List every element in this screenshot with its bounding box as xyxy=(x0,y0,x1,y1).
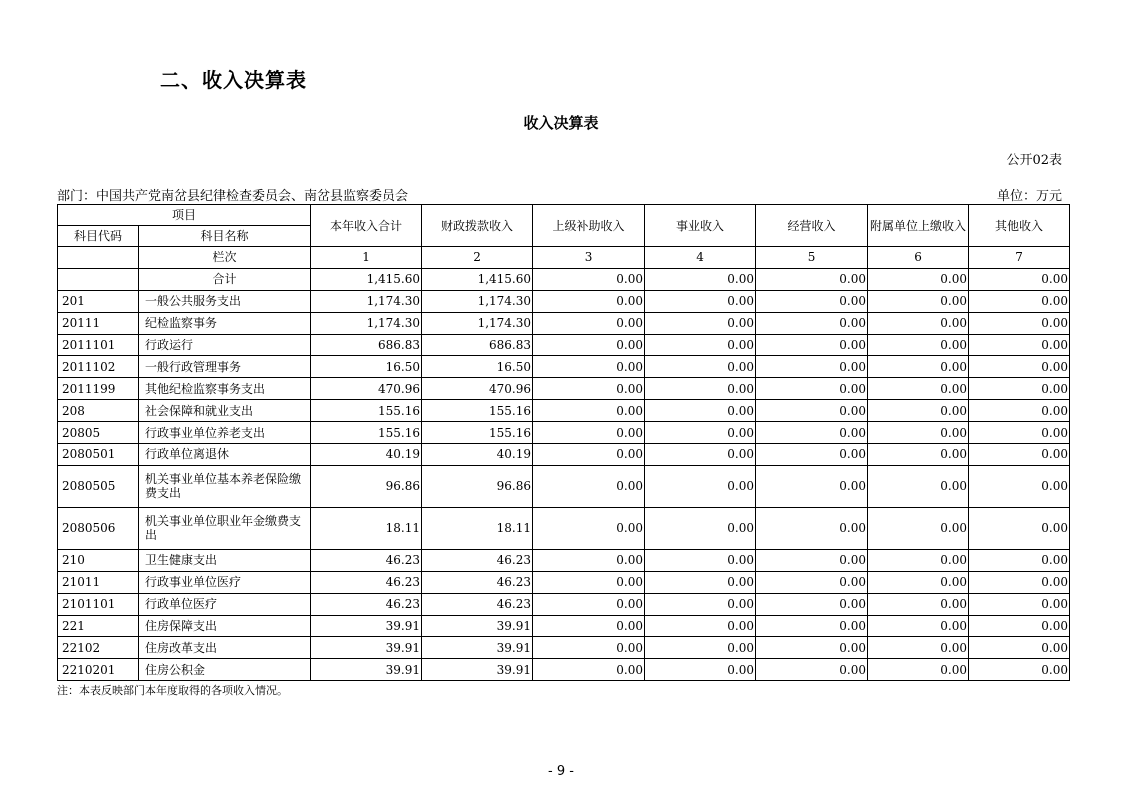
value-cell: 0.00 xyxy=(756,571,868,593)
value-cell: 39.91 xyxy=(311,615,422,637)
value-cell: 0.00 xyxy=(533,334,645,356)
table-row xyxy=(58,400,1070,422)
total-value: 0.00 xyxy=(868,268,969,290)
value-cell: 46.23 xyxy=(422,593,533,615)
subject-code-cell: 2011101 xyxy=(58,334,139,356)
value-cell: 0.00 xyxy=(645,549,756,571)
value-cell: 0.00 xyxy=(868,422,969,444)
value-cell: 155.16 xyxy=(311,400,422,422)
value-cell: 0.00 xyxy=(868,571,969,593)
value-cell: 0.00 xyxy=(645,593,756,615)
value-cell: 96.86 xyxy=(311,465,422,507)
value-cell: 39.91 xyxy=(422,637,533,659)
subject-code-cell: 210 xyxy=(58,549,139,571)
column-number: 7 xyxy=(969,247,1070,269)
total-value: 1,415.60 xyxy=(311,268,422,290)
table-row xyxy=(58,444,1070,466)
column-number: 1 xyxy=(311,247,422,269)
table-row xyxy=(58,334,1070,356)
table-row xyxy=(58,549,1070,571)
value-cell: 0.00 xyxy=(969,422,1070,444)
value-cell: 0.00 xyxy=(868,400,969,422)
value-cell: 0.00 xyxy=(868,507,969,549)
value-cell: 0.00 xyxy=(756,290,868,312)
section-title: 二、收入决算表 xyxy=(160,68,307,92)
value-cell: 0.00 xyxy=(533,571,645,593)
subject-code-cell: 221 xyxy=(58,615,139,637)
value-cell: 0.00 xyxy=(756,507,868,549)
header-col-5: 经营收入 xyxy=(756,205,868,247)
value-cell: 0.00 xyxy=(756,400,868,422)
value-cell: 46.23 xyxy=(311,571,422,593)
table-row xyxy=(58,290,1070,312)
value-cell: 0.00 xyxy=(645,615,756,637)
value-cell: 0.00 xyxy=(969,571,1070,593)
subject-name-cell: 行政运行 xyxy=(139,334,311,356)
subject-name-cell: 社会保障和就业支出 xyxy=(139,400,311,422)
total-value: 0.00 xyxy=(756,268,868,290)
value-cell: 0.00 xyxy=(756,356,868,378)
value-cell: 0.00 xyxy=(533,400,645,422)
header-col-6: 附属单位上缴收入 xyxy=(868,205,969,247)
header-col-7: 其他收入 xyxy=(969,205,1070,247)
value-cell: 0.00 xyxy=(969,356,1070,378)
value-cell: 0.00 xyxy=(533,549,645,571)
header-col-4: 事业收入 xyxy=(645,205,756,247)
value-cell: 0.00 xyxy=(868,334,969,356)
form-code: 公开02表 xyxy=(1006,153,1062,168)
value-cell: 0.00 xyxy=(533,312,645,334)
value-cell: 0.00 xyxy=(645,659,756,681)
subject-code-cell: 20805 xyxy=(58,422,139,444)
footnote: 注：本表反映部门本年度取得的各项收入情况。 xyxy=(57,684,288,697)
value-cell: 0.00 xyxy=(645,334,756,356)
income-table xyxy=(57,204,1070,681)
value-cell: 155.16 xyxy=(311,422,422,444)
value-cell: 0.00 xyxy=(645,312,756,334)
value-cell: 0.00 xyxy=(645,571,756,593)
value-cell: 0.00 xyxy=(533,593,645,615)
value-cell: 0.00 xyxy=(868,549,969,571)
value-cell: 0.00 xyxy=(645,637,756,659)
value-cell: 39.91 xyxy=(422,615,533,637)
total-row xyxy=(58,268,1070,290)
value-cell: 0.00 xyxy=(969,312,1070,334)
value-cell: 686.83 xyxy=(311,334,422,356)
value-cell: 40.19 xyxy=(422,444,533,466)
value-cell: 0.00 xyxy=(969,378,1070,400)
value-cell: 0.00 xyxy=(645,507,756,549)
value-cell: 0.00 xyxy=(645,356,756,378)
subject-code-cell: 21011 xyxy=(58,571,139,593)
subject-name-cell: 机关事业单位基本养老保险缴费支出 xyxy=(139,465,311,507)
value-cell: 46.23 xyxy=(422,549,533,571)
value-cell: 46.23 xyxy=(311,593,422,615)
value-cell: 0.00 xyxy=(645,422,756,444)
value-cell: 0.00 xyxy=(969,290,1070,312)
table-row xyxy=(58,507,1070,549)
page-number: - 9 - xyxy=(548,764,574,779)
total-label: 合计 xyxy=(139,268,311,290)
value-cell: 155.16 xyxy=(422,400,533,422)
subject-name-cell: 卫生健康支出 xyxy=(139,549,311,571)
column-number: 6 xyxy=(868,247,969,269)
value-cell: 46.23 xyxy=(311,549,422,571)
value-cell: 0.00 xyxy=(868,356,969,378)
value-cell: 0.00 xyxy=(969,507,1070,549)
value-cell: 18.11 xyxy=(311,507,422,549)
subject-name-cell: 住房改革支出 xyxy=(139,637,311,659)
value-cell: 0.00 xyxy=(969,637,1070,659)
value-cell: 0.00 xyxy=(756,465,868,507)
value-cell: 0.00 xyxy=(645,465,756,507)
value-cell: 0.00 xyxy=(645,400,756,422)
value-cell: 0.00 xyxy=(969,400,1070,422)
table-row xyxy=(58,593,1070,615)
table-row xyxy=(58,571,1070,593)
header-subject-code: 科目代码 xyxy=(58,226,139,247)
value-cell: 0.00 xyxy=(756,312,868,334)
subject-name-cell: 行政事业单位养老支出 xyxy=(139,422,311,444)
subject-code-cell: 22102 xyxy=(58,637,139,659)
table-row xyxy=(58,615,1070,637)
table-row xyxy=(58,659,1070,681)
subject-name-cell: 纪检监察事务 xyxy=(139,312,311,334)
total-value: 1,415.60 xyxy=(422,268,533,290)
value-cell: 0.00 xyxy=(756,549,868,571)
value-cell: 155.16 xyxy=(422,422,533,444)
subject-name-cell: 机关事业单位职业年金缴费支出 xyxy=(139,507,311,549)
value-cell: 1,174.30 xyxy=(422,290,533,312)
subject-name-cell: 行政事业单位医疗 xyxy=(139,571,311,593)
value-cell: 0.00 xyxy=(969,444,1070,466)
subject-name-cell: 住房公积金 xyxy=(139,659,311,681)
table-row xyxy=(58,465,1070,507)
value-cell: 0.00 xyxy=(533,356,645,378)
total-value: 0.00 xyxy=(645,268,756,290)
table-row xyxy=(58,378,1070,400)
value-cell: 0.00 xyxy=(868,290,969,312)
value-cell: 0.00 xyxy=(756,444,868,466)
value-cell: 0.00 xyxy=(969,615,1070,637)
total-value: 0.00 xyxy=(533,268,645,290)
value-cell: 1,174.30 xyxy=(311,290,422,312)
value-cell: 0.00 xyxy=(868,659,969,681)
subject-code-cell: 2011102 xyxy=(58,356,139,378)
unit-label: 单位：万元 xyxy=(996,189,1062,204)
value-cell: 0.00 xyxy=(533,290,645,312)
value-cell: 1,174.30 xyxy=(311,312,422,334)
subject-code-cell: 208 xyxy=(58,400,139,422)
value-cell: 0.00 xyxy=(868,615,969,637)
subject-name-cell: 一般行政管理事务 xyxy=(139,356,311,378)
subject-code-cell: 2011199 xyxy=(58,378,139,400)
value-cell: 0.00 xyxy=(533,659,645,681)
table-title: 收入决算表 xyxy=(523,114,599,132)
value-cell: 0.00 xyxy=(868,593,969,615)
value-cell: 0.00 xyxy=(969,334,1070,356)
value-cell: 0.00 xyxy=(868,444,969,466)
value-cell: 16.50 xyxy=(311,356,422,378)
total-code-empty xyxy=(58,268,139,290)
value-cell: 39.91 xyxy=(422,659,533,681)
header-col-1: 本年收入合计 xyxy=(311,205,422,247)
value-cell: 46.23 xyxy=(422,571,533,593)
subject-code-cell: 2101101 xyxy=(58,593,139,615)
column-index-empty xyxy=(58,247,139,269)
column-index-label: 栏次 xyxy=(139,247,311,269)
subject-code-cell: 2080505 xyxy=(58,465,139,507)
value-cell: 686.83 xyxy=(422,334,533,356)
value-cell: 0.00 xyxy=(868,378,969,400)
subject-name-cell: 行政单位医疗 xyxy=(139,593,311,615)
column-number: 5 xyxy=(756,247,868,269)
value-cell: 0.00 xyxy=(969,549,1070,571)
value-cell: 470.96 xyxy=(422,378,533,400)
total-value: 0.00 xyxy=(969,268,1070,290)
table-row xyxy=(58,356,1070,378)
value-cell: 0.00 xyxy=(645,290,756,312)
value-cell: 39.91 xyxy=(311,637,422,659)
value-cell: 0.00 xyxy=(533,444,645,466)
value-cell: 0.00 xyxy=(645,378,756,400)
subject-name-cell: 一般公共服务支出 xyxy=(139,290,311,312)
value-cell: 0.00 xyxy=(533,465,645,507)
table-row xyxy=(58,312,1070,334)
value-cell: 39.91 xyxy=(311,659,422,681)
subject-code-cell: 2080506 xyxy=(58,507,139,549)
value-cell: 16.50 xyxy=(422,356,533,378)
value-cell: 0.00 xyxy=(756,615,868,637)
value-cell: 0.00 xyxy=(756,334,868,356)
column-number: 4 xyxy=(645,247,756,269)
value-cell: 0.00 xyxy=(756,593,868,615)
header-project: 项目 xyxy=(58,205,311,226)
column-number: 3 xyxy=(533,247,645,269)
value-cell: 0.00 xyxy=(756,378,868,400)
value-cell: 470.96 xyxy=(311,378,422,400)
value-cell: 0.00 xyxy=(533,422,645,444)
value-cell: 0.00 xyxy=(533,637,645,659)
header-subject-name: 科目名称 xyxy=(139,226,311,247)
table-row xyxy=(58,637,1070,659)
subject-code-cell: 201 xyxy=(58,290,139,312)
subject-name-cell: 行政单位离退休 xyxy=(139,444,311,466)
value-cell: 96.86 xyxy=(422,465,533,507)
column-number: 2 xyxy=(422,247,533,269)
value-cell: 0.00 xyxy=(868,312,969,334)
subject-name-cell: 其他纪检监察事务支出 xyxy=(139,378,311,400)
value-cell: 0.00 xyxy=(756,659,868,681)
value-cell: 0.00 xyxy=(756,637,868,659)
value-cell: 0.00 xyxy=(756,422,868,444)
value-cell: 0.00 xyxy=(533,507,645,549)
subject-code-cell: 2080501 xyxy=(58,444,139,466)
value-cell: 0.00 xyxy=(645,444,756,466)
value-cell: 0.00 xyxy=(868,637,969,659)
table-row xyxy=(58,422,1070,444)
value-cell: 0.00 xyxy=(969,593,1070,615)
subject-code-cell: 2210201 xyxy=(58,659,139,681)
value-cell: 0.00 xyxy=(969,659,1070,681)
value-cell: 0.00 xyxy=(969,465,1070,507)
value-cell: 18.11 xyxy=(422,507,533,549)
value-cell: 0.00 xyxy=(868,465,969,507)
subject-name-cell: 住房保障支出 xyxy=(139,615,311,637)
department-label: 部门：中国共产党南岔县纪律检查委员会、南岔县监察委员会 xyxy=(57,189,409,204)
value-cell: 0.00 xyxy=(533,378,645,400)
value-cell: 0.00 xyxy=(533,615,645,637)
value-cell: 1,174.30 xyxy=(422,312,533,334)
subject-code-cell: 20111 xyxy=(58,312,139,334)
header-col-2: 财政拨款收入 xyxy=(422,205,533,247)
value-cell: 40.19 xyxy=(311,444,422,466)
header-col-3: 上级补助收入 xyxy=(533,205,645,247)
